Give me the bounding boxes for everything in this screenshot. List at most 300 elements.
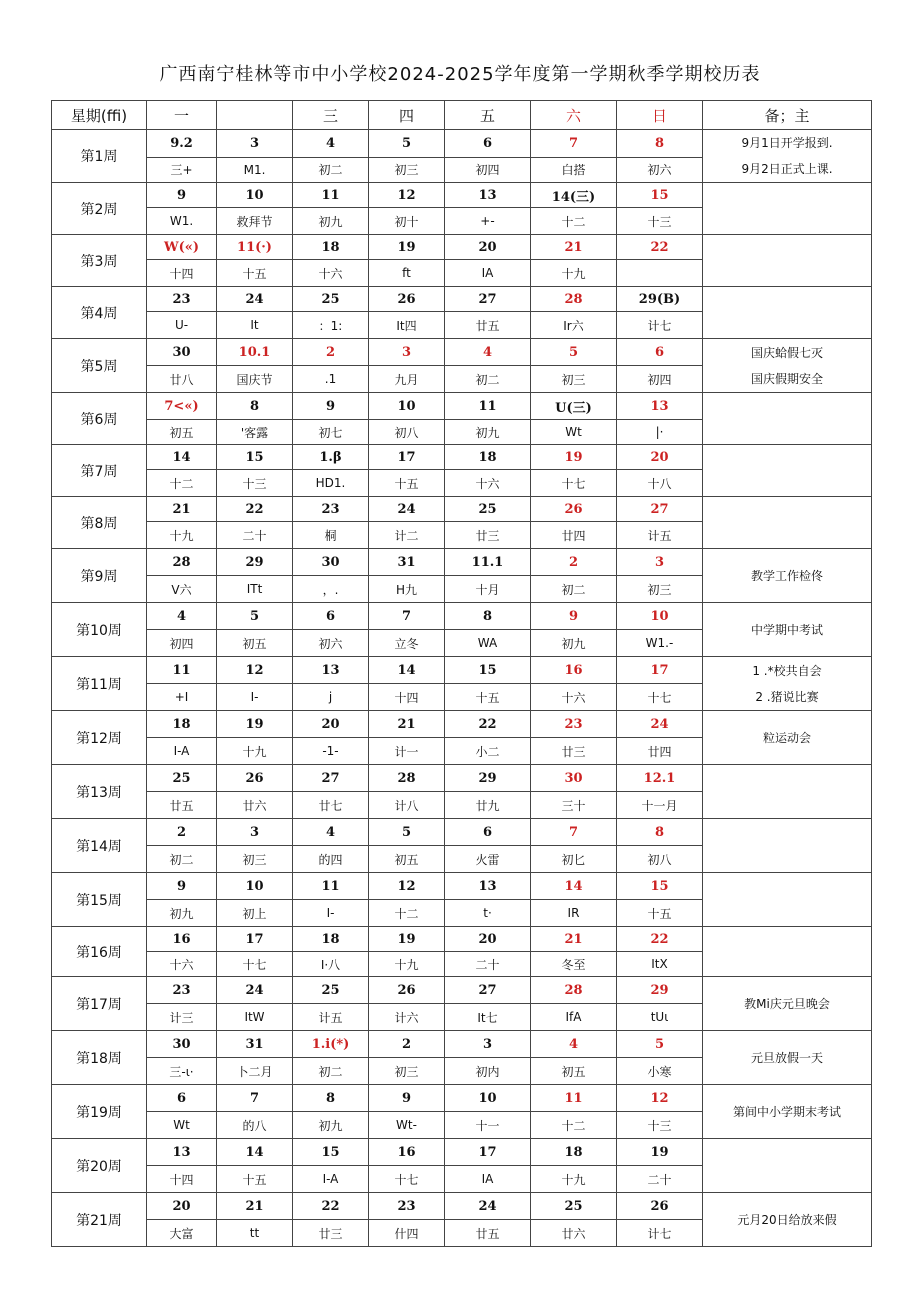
lunar-cell: IA <box>445 260 531 287</box>
lunar-cell: 十月 <box>445 576 531 603</box>
date-cell: 11.1 <box>445 549 531 576</box>
week-date-row <box>52 445 872 470</box>
date-cell: 7 <box>531 130 617 158</box>
date-cell: 12 <box>369 873 445 900</box>
lunar-cell: 初二 <box>293 1058 369 1085</box>
week-date-row <box>52 235 872 260</box>
week-label: 第5周 <box>52 339 147 393</box>
date-cell: 7<«) <box>147 393 217 420</box>
lunar-cell: 十九 <box>147 522 217 549</box>
lunar-cell: 救拜节 <box>217 208 293 235</box>
week-label: 第9周 <box>52 549 147 603</box>
date-cell: 27 <box>617 497 703 522</box>
lunar-cell: IA <box>445 1166 531 1193</box>
date-cell: 14 <box>369 657 445 684</box>
lunar-cell: 初五 <box>217 630 293 657</box>
lunar-cell: IfA <box>531 1004 617 1031</box>
header-sat: 六 <box>531 101 617 130</box>
lunar-cell: U- <box>147 312 217 339</box>
date-cell: 17 <box>369 445 445 470</box>
date-cell: 9.2 <box>147 130 217 158</box>
date-cell: 24 <box>369 497 445 522</box>
lunar-cell: 计五 <box>617 522 703 549</box>
date-cell: 6 <box>445 130 531 158</box>
lunar-cell: 十四 <box>147 260 217 287</box>
lunar-cell: 初五 <box>147 420 217 445</box>
lunar-cell: ：1: <box>293 312 369 339</box>
date-cell: 17 <box>217 927 293 952</box>
lunar-cell: +- <box>445 208 531 235</box>
date-cell: 2 <box>369 1031 445 1058</box>
lunar-cell: 十五 <box>217 1166 293 1193</box>
week-label: 第3周 <box>52 235 147 287</box>
week-date-row <box>52 657 872 684</box>
date-cell: 5 <box>217 603 293 630</box>
lunar-cell: It <box>217 312 293 339</box>
lunar-cell: .1 <box>293 366 369 393</box>
week-label: 第15周 <box>52 873 147 927</box>
date-cell: 9 <box>147 183 217 208</box>
date-cell: 18 <box>293 927 369 952</box>
lunar-cell: 初五 <box>369 846 445 873</box>
date-cell: 24 <box>217 287 293 312</box>
lunar-cell: 初八 <box>369 420 445 445</box>
date-cell: 29 <box>217 549 293 576</box>
date-cell: 11 <box>445 393 531 420</box>
lunar-cell: 立冬 <box>369 630 445 657</box>
week-label: 第13周 <box>52 765 147 819</box>
date-cell: 13 <box>617 393 703 420</box>
date-cell: 20 <box>445 235 531 260</box>
lunar-cell: 卜二月 <box>217 1058 293 1085</box>
lunar-cell: 十二 <box>531 1112 617 1139</box>
week-date-row <box>52 183 872 208</box>
lunar-cell: 十六 <box>445 470 531 497</box>
week-date-row <box>52 765 872 792</box>
lunar-cell: 十五 <box>369 470 445 497</box>
lunar-cell: 火雷 <box>445 846 531 873</box>
week-date-row <box>52 711 872 738</box>
date-cell: 8 <box>445 603 531 630</box>
notes-cell <box>703 1139 872 1193</box>
date-cell: 15 <box>617 873 703 900</box>
date-cell: 14 <box>217 1139 293 1166</box>
lunar-cell: ItX <box>617 952 703 977</box>
lunar-cell: 二十 <box>217 522 293 549</box>
date-cell: 26 <box>617 1193 703 1220</box>
lunar-cell: 初三 <box>369 157 445 182</box>
date-cell: 31 <box>369 549 445 576</box>
note-line: 9月1日开学报到. <box>741 136 833 150</box>
date-cell: 3 <box>369 339 445 366</box>
date-cell: 15 <box>445 657 531 684</box>
lunar-cell: 小寒 <box>617 1058 703 1085</box>
lunar-cell: 十九 <box>217 738 293 765</box>
date-cell: 9 <box>147 873 217 900</box>
lunar-cell: 初内 <box>445 1058 531 1085</box>
date-cell: 1.i(*) <box>293 1031 369 1058</box>
lunar-cell: 十六 <box>531 684 617 711</box>
date-cell: 25 <box>147 765 217 792</box>
week-date-row <box>52 130 872 158</box>
date-cell: 8 <box>617 130 703 158</box>
date-cell: 19 <box>369 235 445 260</box>
week-label: 第21周 <box>52 1193 147 1247</box>
lunar-cell: 初九 <box>293 208 369 235</box>
date-cell: 9 <box>369 1085 445 1112</box>
note-line: 第间中小学期末考试 <box>732 1104 841 1119</box>
lunar-cell: ITt <box>217 576 293 603</box>
lunar-cell: |· <box>617 420 703 445</box>
date-cell: 6 <box>293 603 369 630</box>
week-label: 第10周 <box>52 603 147 657</box>
date-cell: 12 <box>617 1085 703 1112</box>
lunar-cell: I-A <box>147 738 217 765</box>
date-cell: 26 <box>217 765 293 792</box>
lunar-cell: 初三 <box>531 366 617 393</box>
date-cell: 25 <box>445 497 531 522</box>
lunar-cell: 计一 <box>369 738 445 765</box>
lunar-cell: 初三 <box>369 1058 445 1085</box>
date-cell: 27 <box>445 287 531 312</box>
lunar-cell: 十三 <box>617 1112 703 1139</box>
week-label: 第17周 <box>52 977 147 1031</box>
date-cell: 23 <box>147 977 217 1004</box>
lunar-cell: 白搭 <box>531 157 617 182</box>
week-label: 第16周 <box>52 927 147 977</box>
lunar-cell: It七 <box>445 1004 531 1031</box>
lunar-cell: 二十 <box>617 1166 703 1193</box>
week-date-row <box>52 339 872 366</box>
date-cell: 5 <box>531 339 617 366</box>
date-cell: 10 <box>445 1085 531 1112</box>
lunar-cell: 廿七 <box>293 792 369 819</box>
date-cell: 15 <box>293 1139 369 1166</box>
lunar-cell: I-A <box>293 1166 369 1193</box>
week-label: 第11周 <box>52 657 147 711</box>
week-label: 第4周 <box>52 287 147 339</box>
note-line: 2 .猪说比赛 <box>755 689 819 704</box>
lunar-cell: 计六 <box>369 1004 445 1031</box>
lunar-cell: 三十 <box>531 792 617 819</box>
week-date-row <box>52 1031 872 1058</box>
notes-cell <box>703 497 872 549</box>
date-cell: 20 <box>617 445 703 470</box>
date-cell: 9 <box>531 603 617 630</box>
date-cell: 10 <box>217 183 293 208</box>
lunar-cell: V六 <box>147 576 217 603</box>
lunar-cell: 三-ι· <box>147 1058 217 1085</box>
date-cell: 18 <box>293 235 369 260</box>
lunar-cell: IR <box>531 900 617 927</box>
date-cell: 21 <box>147 497 217 522</box>
notes-cell <box>703 235 872 287</box>
date-cell: 2 <box>531 549 617 576</box>
date-cell: 7 <box>217 1085 293 1112</box>
lunar-cell: 十七 <box>617 684 703 711</box>
lunar-cell: 初匕 <box>531 846 617 873</box>
date-cell: 2 <box>293 339 369 366</box>
notes-cell <box>703 445 872 497</box>
lunar-cell: 十六 <box>293 260 369 287</box>
lunar-cell: 廿三 <box>445 522 531 549</box>
lunar-cell: 的四 <box>293 846 369 873</box>
week-date-row <box>52 287 872 312</box>
header-wed: 三 <box>293 101 369 130</box>
date-cell: 19 <box>531 445 617 470</box>
date-cell: 10 <box>369 393 445 420</box>
lunar-cell: 廿六 <box>531 1220 617 1247</box>
lunar-cell: 初六 <box>617 157 703 182</box>
date-cell: 11 <box>293 873 369 900</box>
date-cell: 25 <box>293 287 369 312</box>
lunar-cell: ItW <box>217 1004 293 1031</box>
date-cell: 29 <box>617 977 703 1004</box>
notes-cell <box>703 603 872 657</box>
header-fri: 五 <box>445 101 531 130</box>
lunar-cell: 初二 <box>293 157 369 182</box>
notes-cell <box>703 549 872 603</box>
date-cell: 30 <box>293 549 369 576</box>
lunar-cell: 计七 <box>617 1220 703 1247</box>
notes-cell <box>703 711 872 765</box>
lunar-cell: 国庆节 <box>217 366 293 393</box>
lunar-cell: 初四 <box>147 630 217 657</box>
date-cell: 13 <box>147 1139 217 1166</box>
lunar-cell: 初三 <box>217 846 293 873</box>
date-cell: 27 <box>293 765 369 792</box>
header-weekday: 星期(ffi) <box>52 101 147 130</box>
lunar-cell: 十二 <box>147 470 217 497</box>
lunar-cell: j <box>293 684 369 711</box>
date-cell: 4 <box>147 603 217 630</box>
week-label: 第2周 <box>52 183 147 235</box>
lunar-cell: 初七 <box>293 420 369 445</box>
week-label: 第8周 <box>52 497 147 549</box>
date-cell: 4 <box>531 1031 617 1058</box>
lunar-cell: 初十 <box>369 208 445 235</box>
lunar-cell: 初九 <box>147 900 217 927</box>
lunar-cell: 计五 <box>293 1004 369 1031</box>
lunar-cell: 初五 <box>531 1058 617 1085</box>
lunar-cell: 初三 <box>617 576 703 603</box>
date-cell: 23 <box>531 711 617 738</box>
lunar-cell: 二十 <box>445 952 531 977</box>
week-label: 第20周 <box>52 1139 147 1193</box>
lunar-cell: 初九 <box>445 420 531 445</box>
week-date-row <box>52 393 872 420</box>
lunar-cell: WA <box>445 630 531 657</box>
lunar-cell: It四 <box>369 312 445 339</box>
lunar-cell: 十七 <box>217 952 293 977</box>
notes-cell <box>703 657 872 711</box>
lunar-cell: HD1. <box>293 470 369 497</box>
lunar-cell: 计三 <box>147 1004 217 1031</box>
date-cell: 19 <box>369 927 445 952</box>
lunar-cell: '客露 <box>217 420 293 445</box>
lunar-cell: -1- <box>293 738 369 765</box>
note-line: 粒运动会 <box>762 730 811 745</box>
lunar-cell: 十三 <box>217 470 293 497</box>
date-cell: 11 <box>147 657 217 684</box>
lunar-cell: 计二 <box>369 522 445 549</box>
lunar-cell: Ir六 <box>531 312 617 339</box>
lunar-cell: Wt <box>531 420 617 445</box>
lunar-cell: 廿九 <box>445 792 531 819</box>
date-cell: 23 <box>369 1193 445 1220</box>
week-date-row <box>52 1139 872 1166</box>
lunar-cell: 初二 <box>147 846 217 873</box>
lunar-cell: 十四 <box>369 684 445 711</box>
date-cell: 17 <box>617 657 703 684</box>
date-cell: 23 <box>293 497 369 522</box>
date-cell: 8 <box>217 393 293 420</box>
date-cell: 1.β <box>293 445 369 470</box>
date-cell: 20 <box>293 711 369 738</box>
header-sun: 日 <box>617 101 703 130</box>
lunar-cell: Wt- <box>369 1112 445 1139</box>
lunar-cell: 初九 <box>293 1112 369 1139</box>
lunar-cell: W1.- <box>617 630 703 657</box>
date-cell: 28 <box>147 549 217 576</box>
lunar-cell: 计七 <box>617 312 703 339</box>
date-cell: 29(B) <box>617 287 703 312</box>
lunar-cell: 廿三 <box>531 738 617 765</box>
note-line: 国庆假期安全 <box>750 371 823 386</box>
date-cell: 11 <box>293 183 369 208</box>
lunar-cell: M1. <box>217 157 293 182</box>
date-cell: 30 <box>147 1031 217 1058</box>
date-cell: 12.1 <box>617 765 703 792</box>
date-cell: 6 <box>617 339 703 366</box>
date-cell: 14 <box>531 873 617 900</box>
date-cell: 6 <box>445 819 531 846</box>
lunar-cell: 初九 <box>531 630 617 657</box>
notes-cell <box>703 393 872 445</box>
week-date-row <box>52 603 872 630</box>
date-cell: 23 <box>147 287 217 312</box>
date-cell: 4 <box>293 130 369 158</box>
date-cell: 3 <box>617 549 703 576</box>
week-date-row <box>52 1193 872 1220</box>
date-cell: 3 <box>217 819 293 846</box>
lunar-cell: 廿五 <box>445 312 531 339</box>
lunar-cell: 九月 <box>369 366 445 393</box>
lunar-cell: I·八 <box>293 952 369 977</box>
lunar-cell: 初二 <box>445 366 531 393</box>
date-cell: 8 <box>617 819 703 846</box>
date-cell: 21 <box>531 235 617 260</box>
lunar-cell: 十七 <box>369 1166 445 1193</box>
week-label: 第1周 <box>52 130 147 183</box>
lunar-cell: W1. <box>147 208 217 235</box>
lunar-cell: 初上 <box>217 900 293 927</box>
week-date-row <box>52 549 872 576</box>
lunar-cell: 廿四 <box>531 522 617 549</box>
date-cell: 21 <box>369 711 445 738</box>
week-label: 第7周 <box>52 445 147 497</box>
header-tue <box>217 101 293 130</box>
notes-cell <box>703 130 872 183</box>
date-cell: 2 <box>147 819 217 846</box>
date-cell: 12 <box>217 657 293 684</box>
date-cell: 24 <box>617 711 703 738</box>
date-cell: 19 <box>617 1139 703 1166</box>
lunar-cell: 十二 <box>531 208 617 235</box>
note-line: 教学工作检佟 <box>750 568 823 583</box>
notes-cell <box>703 1085 872 1139</box>
week-label: 第19周 <box>52 1085 147 1139</box>
lunar-cell: 十四 <box>147 1166 217 1193</box>
date-cell: 28 <box>531 287 617 312</box>
date-cell: 25 <box>531 1193 617 1220</box>
lunar-cell: 廿三 <box>293 1220 369 1247</box>
lunar-cell: 十一月 <box>617 792 703 819</box>
week-label: 第14周 <box>52 819 147 873</box>
header-thu: 四 <box>369 101 445 130</box>
note-line: 1 .*校共自会 <box>752 663 822 678</box>
date-cell: 21 <box>531 927 617 952</box>
date-cell: 10.1 <box>217 339 293 366</box>
date-cell: 7 <box>531 819 617 846</box>
lunar-cell: 十七 <box>531 470 617 497</box>
lunar-cell: t· <box>445 900 531 927</box>
week-date-row <box>52 819 872 846</box>
date-cell: 13 <box>445 183 531 208</box>
date-cell: 11(·) <box>217 235 293 260</box>
date-cell: 24 <box>445 1193 531 1220</box>
lunar-cell: 十八 <box>617 470 703 497</box>
date-cell: 22 <box>217 497 293 522</box>
lunar-cell: 小二 <box>445 738 531 765</box>
lunar-cell: 廿八 <box>147 366 217 393</box>
lunar-cell: 十二 <box>369 900 445 927</box>
date-cell: 4 <box>445 339 531 366</box>
date-cell: 7 <box>369 603 445 630</box>
notes-cell <box>703 183 872 235</box>
lunar-cell: 十一 <box>445 1112 531 1139</box>
lunar-cell: Wt <box>147 1112 217 1139</box>
date-cell: 26 <box>369 977 445 1004</box>
lunar-cell: +I <box>147 684 217 711</box>
week-label: 第6周 <box>52 393 147 445</box>
date-cell: 15 <box>617 183 703 208</box>
date-cell: 18 <box>531 1139 617 1166</box>
date-cell: 8 <box>293 1085 369 1112</box>
date-cell: 31 <box>217 1031 293 1058</box>
note-line: 教Mi庆元旦晚会 <box>744 996 830 1011</box>
lunar-cell: tUι <box>617 1004 703 1031</box>
note-line: 元旦放假一天 <box>750 1050 823 1065</box>
week-date-row <box>52 873 872 900</box>
lunar-cell: 十五 <box>617 900 703 927</box>
lunar-cell: I- <box>217 684 293 711</box>
week-label: 第12周 <box>52 711 147 765</box>
date-cell: 16 <box>531 657 617 684</box>
lunar-cell: H九 <box>369 576 445 603</box>
date-cell: 24 <box>217 977 293 1004</box>
date-cell: 28 <box>369 765 445 792</box>
lunar-cell: 的八 <box>217 1112 293 1139</box>
school-calendar-table <box>51 100 872 1247</box>
date-cell: 22 <box>617 927 703 952</box>
lunar-cell: 大富 <box>147 1220 217 1247</box>
lunar-cell: 十九 <box>531 1166 617 1193</box>
lunar-cell: 初四 <box>445 157 531 182</box>
date-cell: 5 <box>617 1031 703 1058</box>
date-cell: W(«) <box>147 235 217 260</box>
lunar-cell: 什四 <box>369 1220 445 1247</box>
